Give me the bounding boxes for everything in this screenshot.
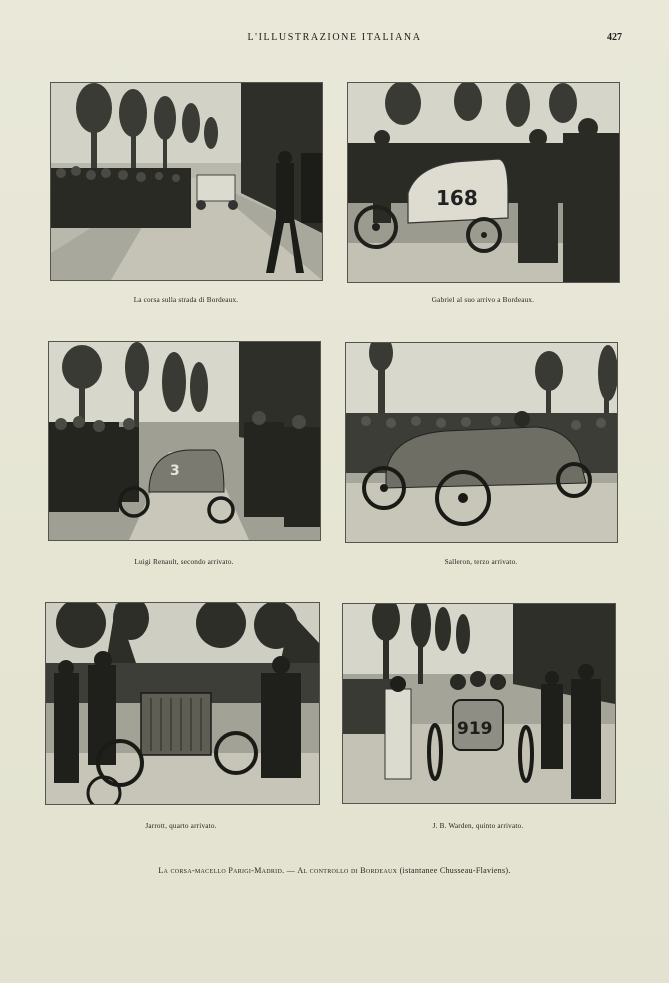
photo-race-road-bordeaux (50, 82, 323, 281)
photo-caption: Jarrott, quarto arrivato. (145, 822, 217, 830)
car-number-919: 919 (457, 719, 493, 739)
caption-control-point: Al controllo di Bordeaux (297, 866, 398, 875)
car-number-3: 3 (170, 463, 180, 479)
caption-dash: — (284, 866, 298, 875)
photo-caption: La corsa sulla strada di Bordeaux. (133, 296, 239, 304)
photo-caption: Salleron, terzo arrivato. (444, 558, 518, 566)
photo-salleron-third (345, 342, 618, 543)
photo-gabriel-arrival (347, 82, 620, 283)
photo-caption: J. B. Warden, quinto arrivato. (432, 822, 524, 830)
page-header-title: L'ILLUSTRAZIONE ITALIANA (247, 32, 422, 43)
photo-jarrott-fourth (45, 602, 320, 805)
caption-race-title: La corsa-macello Parigi-Madrid. (158, 866, 285, 875)
photo-caption: Gabriel al suo arrivo a Bordeaux. (431, 296, 535, 304)
caption-photo-credit: (istantanee Chusseau-Flaviens). (397, 866, 511, 875)
page-number: 427 (607, 32, 622, 43)
photo-caption: Luigi Renault, secondo arrivato. (134, 558, 234, 566)
car-number-168: 168 (436, 186, 478, 210)
photo-warden-fifth (342, 603, 616, 804)
photo-renault-second (48, 341, 321, 541)
page-caption (0, 866, 669, 875)
